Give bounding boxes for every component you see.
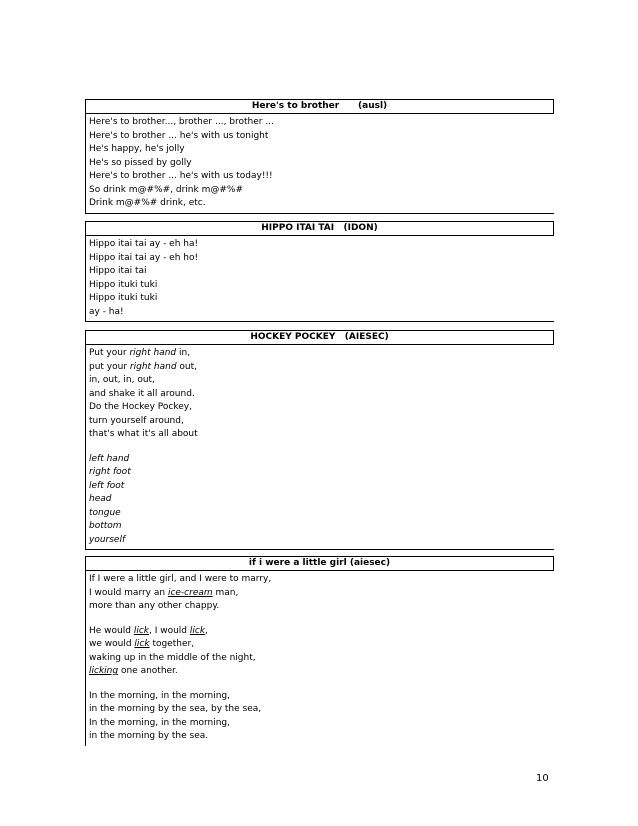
song-lyrics [85, 236, 554, 322]
lyric-line: Hippo itai tai [89, 266, 147, 276]
song-lyrics [85, 114, 554, 214]
lyric-line: He would lick, I would lick, [89, 625, 208, 636]
song-title: HOCKEY POCKEY (AIESEC) [85, 330, 554, 345]
stanza-gap [89, 679, 554, 690]
lyric-line: I would marry an ice-cream man, [89, 587, 239, 598]
lyric-line: He's happy, he's jolly [89, 144, 185, 154]
lyric-line: He's so pissed by golly [89, 157, 192, 168]
song-lyrics [85, 571, 554, 746]
variant-line: tongue [89, 507, 121, 518]
lyric-line: in the morning by the sea. [89, 731, 209, 741]
lyric-line: turn yourself around, [89, 415, 184, 426]
lyric-line: In the morning, in the morning, [89, 690, 231, 701]
lyric-line: licking one another. [89, 666, 178, 676]
variant-line: right foot [89, 467, 131, 477]
lyric-line: in the morning by the sea, by the sea, [89, 704, 262, 714]
lyric-line: and shake it all around. [89, 388, 195, 399]
lyric-line: Here's to brother ... he's with us today!!! [89, 171, 273, 181]
lyric-line: So drink m@#%#, drink m@#%# [89, 184, 243, 195]
song-title: Here's to brother (ausl) [85, 99, 554, 114]
song-hockey-pockey [85, 330, 554, 550]
lyric-line: we would lick together, [89, 639, 195, 649]
variant-line: yourself [89, 534, 126, 545]
lyric-line: Drink m@#%# drink, etc. [89, 198, 206, 208]
lyric-line: put your right hand out, [89, 361, 198, 372]
lyric-line: in, out, in, out, [89, 375, 155, 385]
lyric-line: Hippo itai tai ay - eh ho! [89, 252, 199, 263]
song-hippo-itai-tai [85, 221, 554, 322]
variant-line: head [89, 494, 112, 504]
lyric-line: Hippo ituki tuki [89, 279, 158, 290]
stanza-gap [89, 614, 554, 625]
lyric-line: waking up in the middle of the night, [89, 652, 256, 663]
variant-line: bottom [89, 521, 122, 531]
song-if-i-were-a-little-girl [85, 556, 554, 746]
lyric-line: Put your right hand in, [89, 348, 191, 358]
lyric-line: Hippo ituki tuki [89, 293, 158, 303]
song-title: if i were a little girl (aiesec) [85, 556, 554, 571]
lyric-line: Hippo itai tai ay - eh ha! [89, 239, 199, 249]
page-number: 10 [536, 773, 549, 784]
lyric-line: In the morning, in the morning, [89, 717, 231, 728]
variant-line: left foot [89, 480, 125, 491]
stanza-gap [89, 442, 554, 453]
lyric-line: Here's to brother ... he's with us tonight [89, 130, 269, 141]
lyric-line: Do the Hockey Pockey, [89, 402, 192, 412]
lyric-line: If I were a little girl, and I were to marry, [89, 574, 272, 584]
lyric-line: Here's to brother..., brother ..., brother ... [89, 117, 274, 127]
lyric-line: that's what it's all about [89, 429, 198, 439]
song-lyrics [85, 345, 554, 550]
variant-line: left hand [89, 453, 130, 464]
lyric-line: more than any other chappy. [89, 601, 220, 611]
song-title: HIPPO ITAI TAI (IDON) [85, 221, 554, 236]
song-heres-to-brother [85, 99, 554, 214]
lyric-line: ay - ha! [89, 306, 124, 317]
